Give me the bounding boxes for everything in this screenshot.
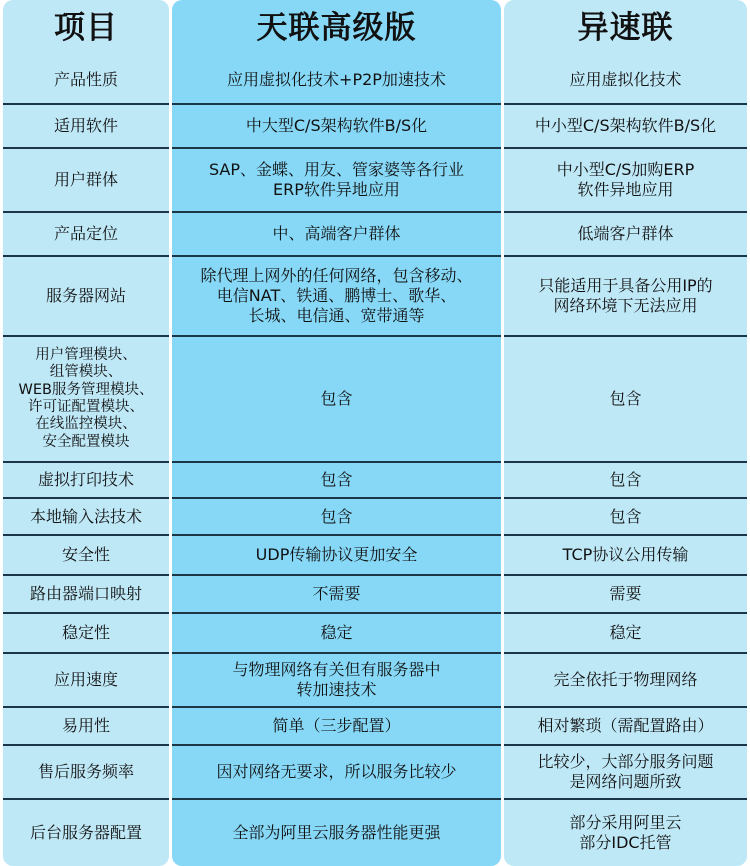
row-label: 虚拟打印技术 <box>3 463 169 499</box>
tianlian-cell: 中、高端客户群体 <box>172 213 501 257</box>
yisulian-cell: 中小型C/S架构软件B/S化 <box>504 105 747 149</box>
header-yisulian-label: 异速联 <box>577 10 674 47</box>
tianlian-cell: 与物理网络有关但有服务器中 转加速技术 <box>172 654 501 708</box>
table-row <box>3 149 747 213</box>
table-row <box>3 463 747 499</box>
yisulian-cell: 稳定 <box>504 614 747 654</box>
tianlian-cell: 简单（三步配置） <box>172 708 501 746</box>
row-label: 后台服务器配置 <box>3 800 169 866</box>
yisulian-cell: 包含 <box>504 499 747 536</box>
yisulian-cell: 完全依托于物理网络 <box>504 654 747 708</box>
yisulian-cell: 低端客户群体 <box>504 213 747 257</box>
tianlian-cell: 包含 <box>172 499 501 536</box>
row-label: 易用性 <box>3 708 169 746</box>
table-row <box>3 257 747 337</box>
header-tianlian-label: 天联高级版 <box>256 10 417 47</box>
header-item-label: 项目 <box>54 10 118 47</box>
header-row <box>3 0 747 57</box>
table-row <box>3 213 747 257</box>
yisulian-cell: 部分采用阿里云 部分IDC托管 <box>504 800 747 866</box>
yisulian-cell: 只能适用于具备公用IP的 网络环境下无法应用 <box>504 257 747 337</box>
row-label: 售后服务频率 <box>3 746 169 800</box>
table-row <box>3 499 747 536</box>
row-label: 本地输入法技术 <box>3 499 169 536</box>
table-row <box>3 105 747 149</box>
row-label: 用户群体 <box>3 149 169 213</box>
tianlian-cell: SAP、金蝶、用友、管家婆等各行业 ERP软件异地应用 <box>172 149 501 213</box>
tianlian-cell: 应用虚拟化技术+P2P加速技术 <box>172 57 501 105</box>
row-label: 用户管理模块、 组管模块、 WEB服务管理模块、 许可证配置模块、 在线监控模块、 安全配置模块 <box>3 337 169 463</box>
table-row <box>3 800 747 866</box>
yisulian-cell: 需要 <box>504 576 747 614</box>
row-label: 安全性 <box>3 536 169 576</box>
yisulian-cell: 比较少，大部分服务问题 是网络问题所致 <box>504 746 747 800</box>
row-label: 适用软件 <box>3 105 169 149</box>
header-yisulian <box>504 0 747 57</box>
table-row <box>3 576 747 614</box>
row-label: 服务器网站 <box>3 257 169 337</box>
yisulian-cell: 应用虚拟化技术 <box>504 57 747 105</box>
row-label: 稳定性 <box>3 614 169 654</box>
yisulian-cell: 中小型C/S加购ERP 软件异地应用 <box>504 149 747 213</box>
table-row <box>3 654 747 708</box>
tianlian-cell: 因对网络无要求，所以服务比较少 <box>172 746 501 800</box>
tianlian-cell: 全部为阿里云服务器性能更强 <box>172 800 501 866</box>
tianlian-cell: 稳定 <box>172 614 501 654</box>
row-label: 产品性质 <box>3 57 169 105</box>
tianlian-cell: UDP传输协议更加安全 <box>172 536 501 576</box>
table-row <box>3 708 747 746</box>
tianlian-cell: 中大型C/S架构软件B/S化 <box>172 105 501 149</box>
yisulian-cell: TCP协议公用传输 <box>504 536 747 576</box>
header-item <box>3 0 169 57</box>
yisulian-cell: 相对繁琐（需配置路由） <box>504 708 747 746</box>
row-label: 产品定位 <box>3 213 169 257</box>
tianlian-cell: 除代理上网外的任何网络，包含移动、 电信NAT、铁通、鹏博士、歌华、 长城、电信通、宽带通等 <box>172 257 501 337</box>
table-row <box>3 536 747 576</box>
yisulian-cell: 包含 <box>504 463 747 499</box>
table-row <box>3 746 747 800</box>
row-label: 应用速度 <box>3 654 169 708</box>
row-label: 路由器端口映射 <box>3 576 169 614</box>
tianlian-cell: 包含 <box>172 463 501 499</box>
tianlian-cell: 不需要 <box>172 576 501 614</box>
yisulian-cell: 包含 <box>504 337 747 463</box>
table-row <box>3 57 747 105</box>
tianlian-cell: 包含 <box>172 337 501 463</box>
table-row <box>3 614 747 654</box>
table-row <box>3 337 747 463</box>
header-tianlian <box>172 0 501 57</box>
